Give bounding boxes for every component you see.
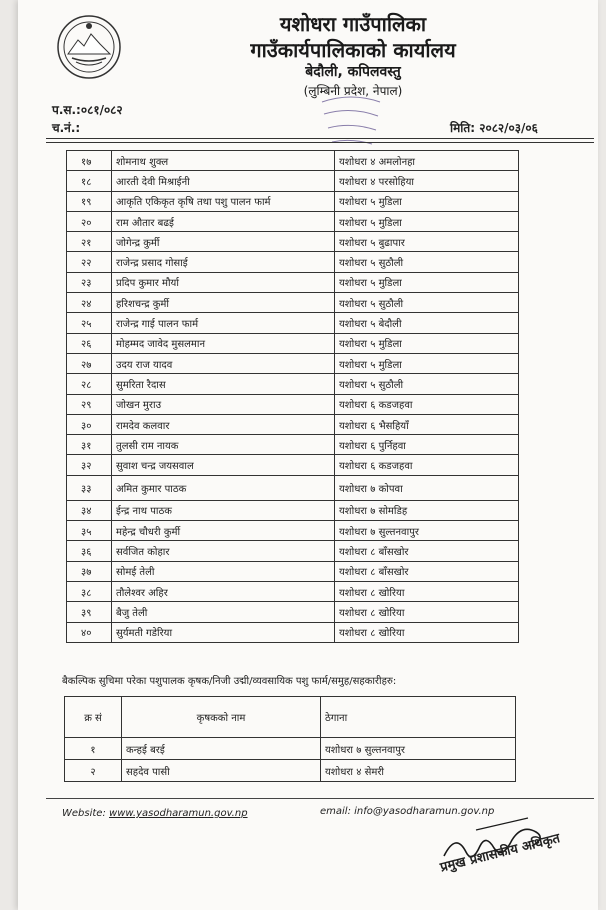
table-row (67, 500, 519, 520)
table-row (65, 760, 516, 782)
alternate-list-note: बैकल्पिक सुचिमा परेका पशुपालक कृषक/निजी उद्मी/व्यवसायिक पशु फार्म/समुह/सहकारीहरु: (62, 676, 397, 687)
address-cell: यशोधरा ८ खोरिया (335, 581, 519, 601)
serial-number-cell: २१ (67, 232, 112, 252)
table-row (67, 293, 519, 313)
address-cell: यशोधरा ५ मुडिला (335, 333, 519, 353)
serial-number-cell: ३५ (67, 521, 112, 541)
serial-number-cell: १९ (67, 191, 112, 211)
serial-number-cell: २९ (67, 394, 112, 414)
serial-number-cell: ३२ (67, 455, 112, 475)
serial-number-cell: २२ (67, 252, 112, 272)
table-row (67, 622, 519, 642)
table-row (67, 211, 519, 231)
address-cell: यशोधरा ७ सोमडिह (335, 500, 519, 520)
address-cell: यशोधरा ७ कोपवा (335, 475, 519, 500)
address-cell: यशोधरा ८ बाँसखोर (335, 541, 519, 561)
address-cell: यशोधरा ५ बेदौली (335, 313, 519, 333)
table-row (67, 521, 519, 541)
name-cell: शोमनाथ शुक्ल (112, 151, 335, 171)
serial-number-cell: २७ (67, 353, 112, 373)
address-cell: यशोधरा ४ सेमरी (321, 760, 516, 782)
serial-number-cell: ३४ (67, 500, 112, 520)
footer-divider (46, 798, 594, 799)
alternate-table-header (65, 697, 516, 738)
name-cell: बैजु तेली (112, 602, 335, 622)
serial-number-cell: २ (65, 760, 122, 782)
serial-number-cell: ३८ (67, 581, 112, 601)
dispatch-number: च.नं.: (52, 121, 81, 135)
address-cell: यशोधरा ८ बाँसखोर (335, 561, 519, 581)
serial-number-cell: २६ (67, 333, 112, 353)
header-divider (46, 138, 594, 139)
address-cell: यशोधरा ४ अमलोनहा (335, 151, 519, 171)
serial-number-cell: २८ (67, 374, 112, 394)
column-header-sn: क्र सं (65, 697, 122, 738)
serial-number-cell: २३ (67, 272, 112, 292)
name-cell: राम औतार बढई (112, 211, 335, 231)
name-cell: सहदेव पासी (122, 760, 321, 782)
name-cell: सुवाश चन्द्र जयसवाल (112, 455, 335, 475)
address-cell: यशोधरा ६ भैसहियाँ (335, 414, 519, 434)
table-row (67, 414, 519, 434)
table-row (67, 455, 519, 475)
address-cell: यशोधरा ७ सुल्तनवापुर (335, 521, 519, 541)
serial-number-cell: १८ (67, 171, 112, 191)
table-row (67, 191, 519, 211)
office-name-line2: गाउँकार्यपालिकाको कार्यालय (250, 38, 456, 62)
name-cell: मोहम्मद जावेद मुसलमान (112, 333, 335, 353)
serial-number-cell: ३१ (67, 435, 112, 455)
name-cell: अमित कुमार पाठक (112, 475, 335, 500)
name-cell: सोमई तेली (112, 561, 335, 581)
serial-number-cell: २४ (67, 293, 112, 313)
serial-number-cell: ४० (67, 622, 112, 642)
name-cell: ईन्द्र नाथ पाठक (112, 500, 335, 520)
office-location: बेदौली, कपिलवस्तु (305, 64, 401, 80)
address-cell: यशोधरा ८ खोरिया (335, 622, 519, 642)
address-cell: यशोधरा ६ कडजहवा (335, 455, 519, 475)
address-cell: यशोधरा ५ मुडिला (335, 272, 519, 292)
alternate-list-table (64, 696, 516, 782)
table-row (67, 272, 519, 292)
table-row (67, 435, 519, 455)
office-province: (लुम्बिनी प्रदेश, नेपाल) (303, 84, 403, 98)
table-row (67, 374, 519, 394)
name-cell: जोगेन्द्र कुर्मी (112, 232, 335, 252)
beneficiary-table (66, 150, 519, 643)
name-cell: रामदेव कलवार (112, 414, 335, 434)
table-row (67, 252, 519, 272)
header-divider-thin (46, 142, 594, 143)
address-cell: यशोधरा ७ सुल्तनवापुर (321, 738, 516, 760)
address-cell: यशोधरा ५ मुडिला (335, 211, 519, 231)
table-row (67, 561, 519, 581)
document-date: मिति: २०८२/०३/०६ (450, 121, 538, 135)
website-text (62, 808, 248, 819)
name-cell: हरिशचन्द्र कुर्मी (112, 293, 335, 313)
name-cell: राजेन्द्र गाई पालन फार्म (112, 313, 335, 333)
office-name-line1: यशोधरा गाउँपालिका (279, 12, 427, 36)
table-row (67, 171, 519, 191)
website-link[interactable]: www.yasodharamun.gov.np (109, 808, 248, 819)
reference-number: प.स.:०८१/०८२ (52, 103, 123, 117)
table-row (67, 602, 519, 622)
table-row (65, 738, 516, 760)
serial-number-cell: १७ (67, 151, 112, 171)
name-cell: प्रदिप कुमार मौर्या (112, 272, 335, 292)
name-cell: कन्हई बरई (122, 738, 321, 760)
name-cell: तौलेश्वर अहिर (112, 581, 335, 601)
website-label: Website: (62, 808, 106, 819)
table-row (67, 151, 519, 171)
name-cell: जोखन मुराउ (112, 394, 335, 414)
address-cell: यशोधरा ५ सुठौली (335, 293, 519, 313)
name-cell: सर्वजित कोहार (112, 541, 335, 561)
address-cell: यशोधरा ६ पुर्निहवा (335, 435, 519, 455)
table-row (67, 541, 519, 561)
serial-number-cell: १ (65, 738, 122, 760)
column-header-address: ठेगाना (321, 697, 516, 738)
table-row (67, 353, 519, 373)
table-row (67, 333, 519, 353)
document-page (18, 0, 598, 910)
serial-number-cell: ३३ (67, 475, 112, 500)
name-cell: सुमरिता रैदास (112, 374, 335, 394)
serial-number-cell: २५ (67, 313, 112, 333)
address-cell: यशोधरा ५ सुठौली (335, 252, 519, 272)
address-cell: यशोधरा ५ सुठौली (335, 374, 519, 394)
address-cell: यशोधरा ५ बुढापार (335, 232, 519, 252)
name-cell: महेन्द्र चौधरी कुर्मी (112, 521, 335, 541)
name-cell: राजेन्द्र प्रसाद गोसाई (112, 252, 335, 272)
name-cell: तुलसी राम नायक (112, 435, 335, 455)
nepal-emblem-logo (56, 14, 122, 80)
column-header-name: कृषकको नाम (122, 697, 321, 738)
name-cell: आकृति एकिकृत कृषि तथा पशु पालन फार्म (112, 191, 335, 211)
address-cell: यशोधरा ५ मुडिला (335, 353, 519, 373)
email-text: email: info@yasodharamun.gov.np (320, 806, 495, 817)
serial-number-cell: ३६ (67, 541, 112, 561)
name-cell: आरती देवी मिश्राईनी (112, 171, 335, 191)
serial-number-cell: ३७ (67, 561, 112, 581)
table-row (67, 475, 519, 500)
address-cell: यशोधरा ५ मुडिला (335, 191, 519, 211)
officer-designation: प्रमुख प्रशासकीय अधिकृत (438, 831, 562, 876)
address-cell: यशोधरा ४ परसोहिया (335, 171, 519, 191)
address-cell: यशोधरा ८ खोरिया (335, 602, 519, 622)
serial-number-cell: ३० (67, 414, 112, 434)
table-row (67, 581, 519, 601)
serial-number-cell: २० (67, 211, 112, 231)
serial-number-cell: ३९ (67, 602, 112, 622)
office-stamp (318, 94, 384, 148)
address-cell: यशोधरा ६ कडजहवा (335, 394, 519, 414)
name-cell: सुर्यमती गडेरिया (112, 622, 335, 642)
table-row (67, 313, 519, 333)
table-row (67, 232, 519, 252)
name-cell: उदय राज यादव (112, 353, 335, 373)
table-row (67, 394, 519, 414)
